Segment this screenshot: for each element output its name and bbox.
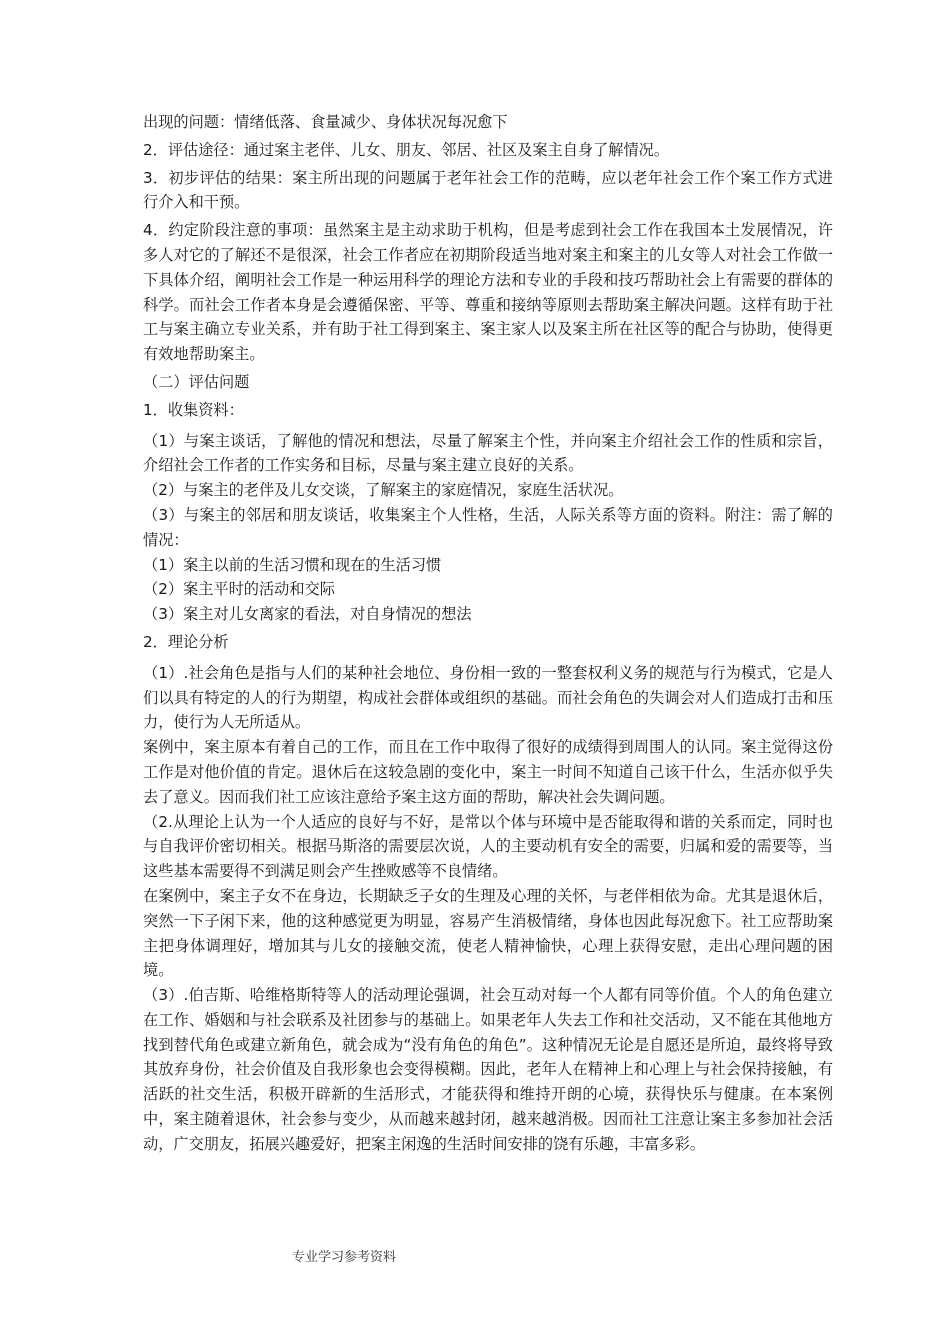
list-item-talk-with-client: （1）与案主谈话，了解他的情况和想法，尽量了解案主个性，并向案主介绍社会工作的性质和宗旨，介绍社会工作者的工作实务和目标，尽量与案主建立良好的关系。 — [143, 431, 833, 475]
paragraph-adaptation-theory: （2.从理论上认为一个人适应的良好与不好，是常以个体与环境中是否能取得和谐的关系而定，同时也与自我评价密切相关。根据马斯洛的需要层次说，人的主要动机有安全的需要，归属和爱的需要等，当这些基本需要得不到满足则会产生挫败感等不良情绪。 — [143, 812, 833, 881]
list-item-views: （3）案主对儿女离家的看法，对自身情况的想法 — [143, 605, 472, 624]
footer-note: 专业学习参考资料 — [292, 1250, 397, 1265]
paragraph-case-adaptation: 在案例中，案主子女不在身边，长期缺乏子女的生理及心理的关怀，与老伴相依为命。尤其是退休后，突然一下子闲下来，他的这种感觉更为明显，容易产生消极情绪，身体也因此每况愈下。社工应帮助案主把身体调理好，增加其与儿女的接触交流，使老人精神愉快，心理上获得安慰，走出心理问题的困境。 — [143, 886, 833, 980]
paragraph-agreement-notes: 4．约定阶段注意的事项：虽然案主是主动求助于机构，但是考虑到社会工作在我国本土发展情况，许多人对它的了解还不是很深，社会工作者应在初期阶段适当地对案主和案主的儿女等人对社会工作做一下具体介绍，阐明社会工作是一种运用科学的理论方法和专业的手段和技巧帮助社会上有需要的群体的科学。而社会工作者本身是会遵循保密、平等、尊重和接纳等原则去帮助案主解决问题。这样有助于社工与案主确立专业关系，并有助于社工得到案主、案主家人以及案主所在社区等的配合与协助，使得更有效地帮助案主。 — [143, 221, 833, 364]
paragraph-initial-assessment: 3．初步评估的结果：案主所出现的问题属于老年社会工作的范畴，应以老年社会工作个案工作方式进行介入和干预。 — [143, 168, 833, 212]
section-heading-assess-problems: （二）评估问题 — [143, 372, 250, 391]
list-item-talk-with-family: （2）与案主的老伴及儿女交谈，了解案主的家庭情况，家庭生活状况。 — [143, 481, 624, 500]
list-item-habits: （1）案主以前的生活习惯和现在的生活习惯 — [143, 555, 442, 574]
document-body — [143, 110, 833, 1157]
paragraph-social-role-theory: （1）.社会角色是指与人们的某种社会地位、身份相一致的一整套权利义务的规范与行为模式，它是人们以具有特定的人的行为期望，构成社会群体或组织的基础。而社会角色的失调会对人们造成打击和压力，使行为人无所适从。 — [143, 663, 833, 732]
paragraph-problems: 出现的问题：情绪低落、食量减少、身体状况每况愈下 — [143, 113, 508, 131]
paragraph-assessment-channels: 2．评估途径：通过案主老伴、儿女、朋友、邻居、社区及案主自身了解情况。 — [143, 140, 670, 159]
list-item-talk-with-neighbors: （3）与案主的邻居和朋友谈话，收集案主个人性格，生活，人际关系等方面的资料。附注：需了解的情况： — [143, 505, 833, 549]
subheading-theory-analysis: 2．理论分析 — [143, 632, 229, 651]
paragraph-activity-theory: （3）.伯吉斯、哈维格斯特等人的活动理论强调，社会互动对每一个人都有同等价值。个人的角色建立在工作、婚姻和与社会联系及社团参与的基础上。如果老年人失去工作和社交活动，又不能在其他地方找到替代角色或建立新角色，就会成为“没有角色的角色”。这种情况无论是自愿还是所迫，最终将导致其放弃身份，社会价值及自我形象也会变得模糊。因此，老年人在精神上和心理上与社会保持接触，有活跃的社交生活，积极开辟新的生活形式，才能获得和维持开朗的心境，获得快乐与健康。在本案例中，案主随着退休，社会参与变少，从而越来越封闭，越来越消极。因而社工注意让案主多参加社会活动，广交朋友，拓展兴趣爱好，把案主闲逸的生活时间安排的饶有乐趣，丰富多彩。 — [143, 986, 833, 1153]
paragraph-case-role: 案例中，案主原本有着自己的工作，而且在工作中取得了很好的成绩得到周围人的认同。案主觉得这份工作是对他价值的肯定。退休后在这较急剧的变化中，案主一时间不知道自己该干什么，生活亦似乎失去了意义。因而我们社工应该注意给予案主这方面的帮助，解决社会失调问题。 — [143, 738, 833, 806]
list-item-activities: （2）案主平时的活动和交际 — [143, 580, 335, 599]
subheading-collect-data: 1．收集资料： — [143, 400, 244, 419]
